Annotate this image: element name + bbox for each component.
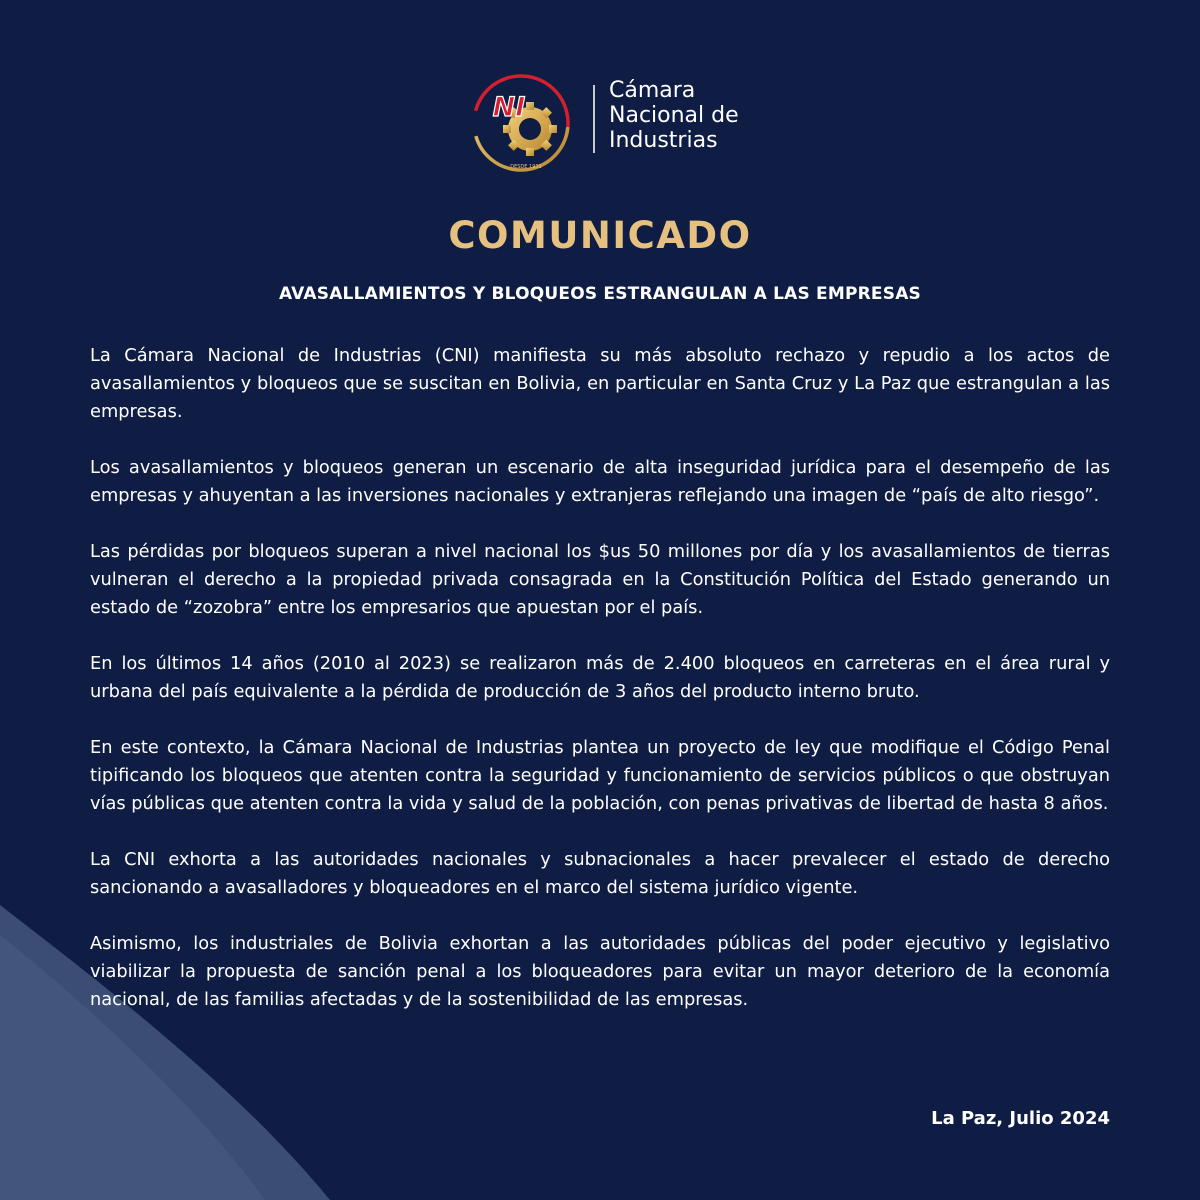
body-paragraph: La Cámara Nacional de Industrias (CNI) manifiesta su más absoluto rechazo y repudio a los actos de avasallamientos y bloqueos que se suscitan en Bolivia, en particular en Santa Cruz y La Paz que estrangulan a las empresas. <box>90 345 1110 422</box>
logo-name-line: Cámara <box>609 78 696 103</box>
logo-divider <box>593 85 595 153</box>
body-paragraph: Asimismo, los industriales de Bolivia exhortan a las autoridades públicas del poder ejecutivo y legislativo viabilizar la propuesta de sanción penal a los bloqueadores para evitar un mayor deterioro de la economía nacional, de las familias afectadas y de la sostenibilidad de las empresas. <box>90 933 1110 1010</box>
cni-gear-logo-icon <box>466 68 584 178</box>
logo-name-line: Nacional de <box>609 103 739 128</box>
body-paragraph: La CNI exhorta a las autoridades nacionales y subnacionales a hacer prevalecer el estado de derecho sancionando a avasalladores y bloqueadores en el marco del sistema jurídico vigente. <box>90 849 1110 898</box>
logo-mark-letters: NI <box>492 92 526 123</box>
logo-name-line: Industrias <box>609 128 718 153</box>
page-subtitle: AVASALLAMIENTOS Y BLOQUEOS ESTRANGULAN A LAS EMPRESAS <box>278 284 921 304</box>
body-paragraph: Los avasallamientos y bloqueos generan un escenario de alta inseguridad jurídica para el desempeño de las empresas y ahuyentan a las inversiones nacionales y extranjeras reflejando una imagen de “país de alto riesgo”. <box>90 457 1110 506</box>
logo-name <box>609 78 739 153</box>
page-title: COMUNICADO <box>448 214 752 257</box>
body-paragraph: En este contexto, la Cámara Nacional de Industrias plantea un proyecto de ley que modifique el Código Penal tipificando los bloqueos que atenten contra la seguridad y funcionamiento de servicios públicos o que obstruyan vías públicas que atenten contra la vida y salud de la población, con penas privativas de libertad de hasta 8 años. <box>90 737 1110 814</box>
body-paragraph: Las pérdidas por bloqueos superan a nivel nacional los $us 50 millones por día y los avasallamientos de tierras vulneran el derecho a la propiedad privada consagrada en la Constitución Política del Estado generando un estado de “zozobra” entre los empresarios que apuestan por el país. <box>90 541 1110 618</box>
communique-body <box>90 342 1110 1042</box>
signoff-date: La Paz, Julio 2024 <box>931 1108 1110 1129</box>
logo-since-label: DESDE 1931 <box>510 164 542 170</box>
body-paragraph: En los últimos 14 años (2010 al 2023) se realizaron más de 2.400 bloqueos en carreteras en el área rural y urbana del país equivalente a la pérdida de producción de 3 años del producto interno bruto. <box>90 653 1110 702</box>
cni-logo <box>466 68 766 178</box>
